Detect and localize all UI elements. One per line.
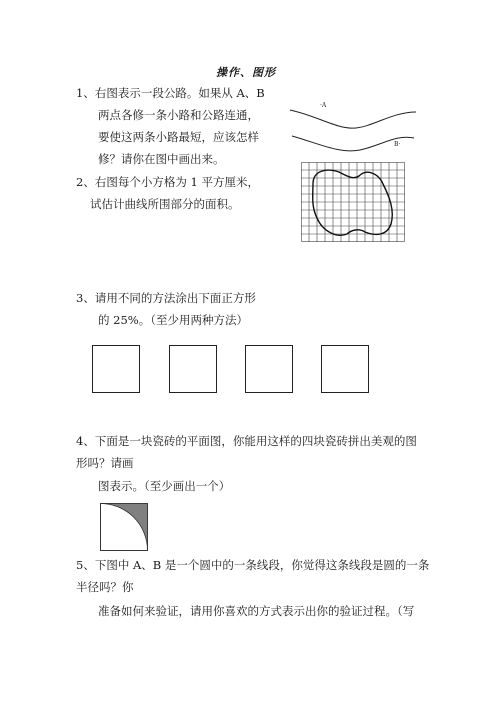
q2-line2: 试估计曲线所围部分的面积。 <box>90 197 240 211</box>
q4-line3: 图表示。（至少画出一个） <box>98 479 231 493</box>
q5-line2: 半径吗？你 <box>76 580 134 594</box>
square-2[interactable] <box>169 345 217 393</box>
road-diagram <box>288 98 418 158</box>
q1-line4: 修？请你在图中画出来。 <box>98 152 225 166</box>
q5-line1: 5、下图中 A、B 是一个圆中的一条线段，你觉得这条线段是圆的一条 <box>76 558 430 572</box>
q2-line1: 2、右图每个小方格为 1 平方厘米， <box>76 175 259 189</box>
q3-line2: 的 25%。（至少用两种方法） <box>98 313 248 327</box>
grid-area-diagram <box>301 162 405 242</box>
q4-line2: 形吗？请画 <box>76 456 134 470</box>
q1-line2: 两点各修一条小路和公路连通， <box>98 108 259 122</box>
q4-line1: 4、下面是一块瓷砖的平面图，你能用这样的四块瓷砖拼出美观的图 <box>76 434 417 448</box>
square-4[interactable] <box>321 345 369 393</box>
point-b-label: B· <box>394 141 401 148</box>
q1-line3: 要使这两条小路最短，应该怎样 <box>98 130 259 144</box>
tile-diagram <box>100 503 148 551</box>
q3-line1: 3、请用不同的方法涂出下面正方形 <box>76 291 256 305</box>
q1-line1: 1、右图表示一段公路。如果从 A、B <box>76 86 265 100</box>
point-a-label: ·A <box>320 102 327 109</box>
q5-line3: 准备如何来验证，请用你喜欢的方式表示出你的验证过程。（写 <box>98 604 415 618</box>
square-3[interactable] <box>245 345 293 393</box>
square-1[interactable] <box>92 345 140 393</box>
page-title: 操作、图形 <box>216 66 276 79</box>
